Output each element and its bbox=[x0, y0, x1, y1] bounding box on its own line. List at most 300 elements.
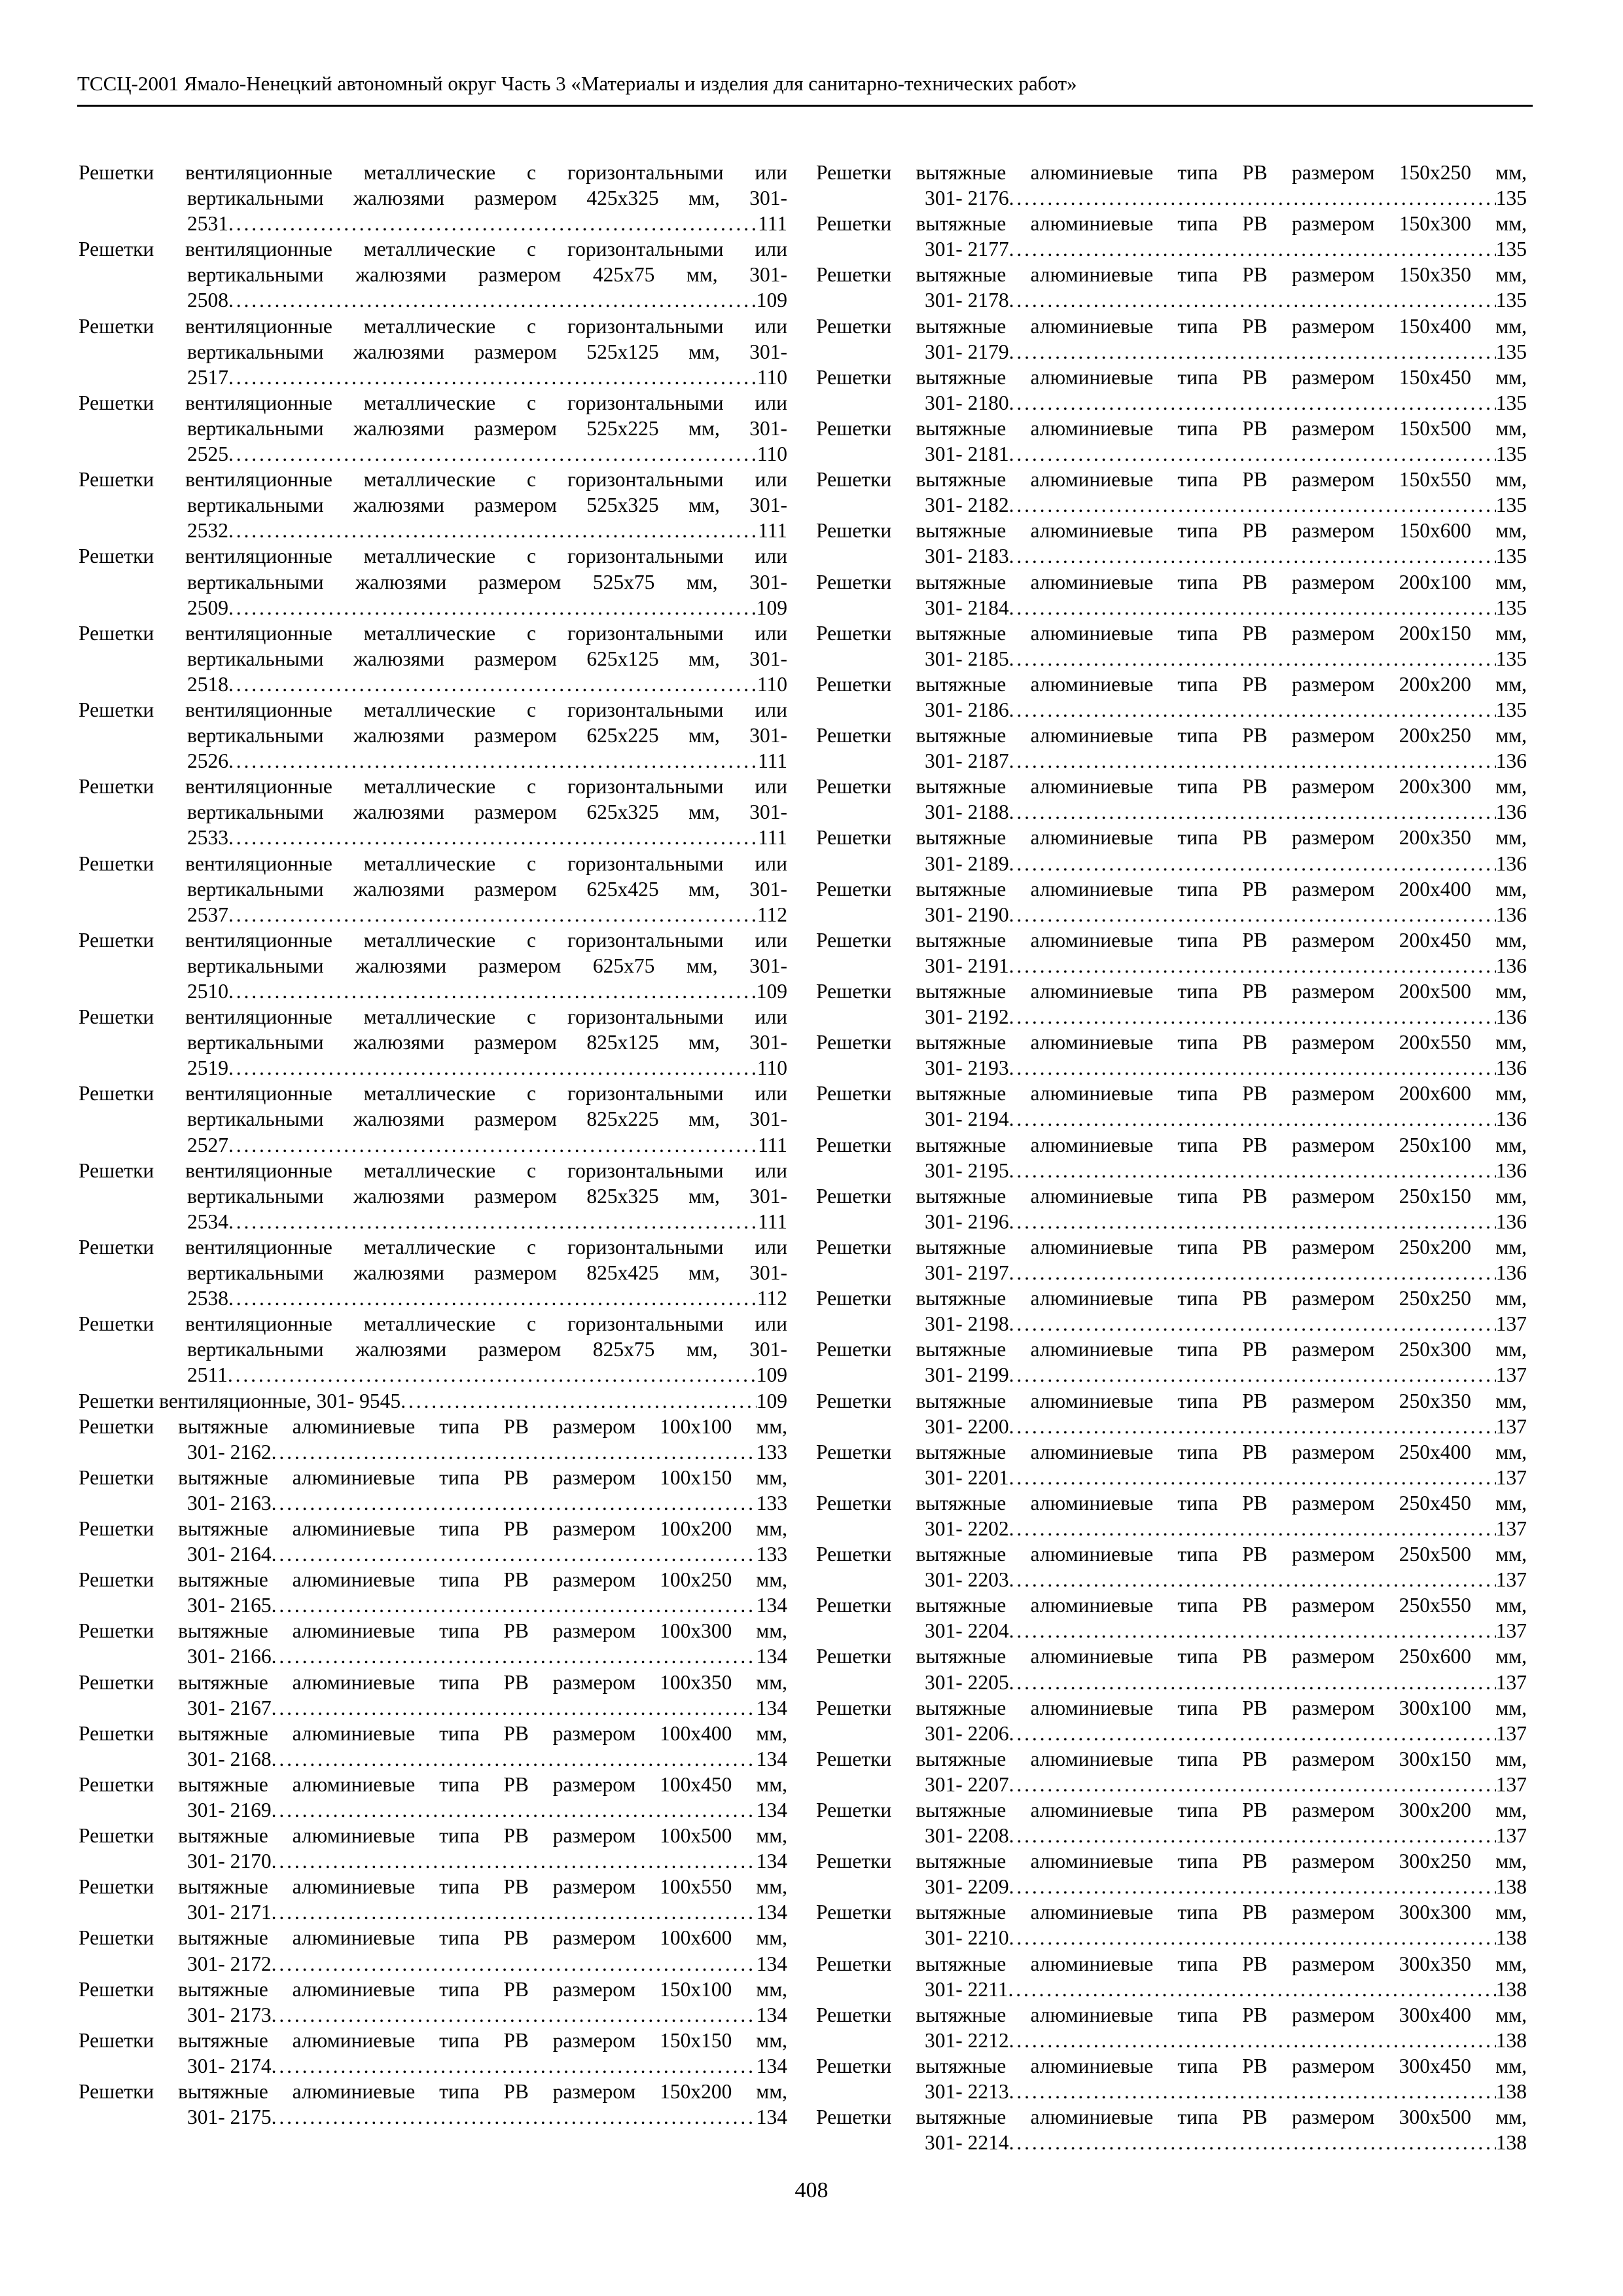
entry-page-number: 134 bbox=[756, 1645, 787, 1668]
dot-leader bbox=[272, 1797, 757, 1823]
entry-page-number: 136 bbox=[1495, 800, 1527, 824]
entry-reference-line bbox=[816, 2028, 1527, 2053]
index-entry bbox=[816, 1030, 1527, 1081]
index-entry bbox=[816, 1541, 1527, 1592]
dot-leader bbox=[1009, 1311, 1496, 1336]
dot-leader bbox=[1009, 851, 1496, 876]
entry-page-number: 137 bbox=[1495, 1363, 1527, 1387]
entry-description: Решетки вытяжные алюминиевые типа РВ размером 250х100 мм, bbox=[816, 1133, 1527, 1157]
entry-description: Решетки вытяжные алюминиевые типа РВ размером 150х350 мм, bbox=[816, 263, 1527, 287]
dot-leader bbox=[228, 978, 757, 1004]
entry-page-number: 135 bbox=[1495, 238, 1527, 261]
entry-description: Решетки вытяжные алюминиевые типа РВ размером 250х500 мм, bbox=[816, 1543, 1527, 1566]
index-entry bbox=[79, 1977, 787, 2028]
entry-page-number: 134 bbox=[756, 1696, 787, 1719]
dot-leader bbox=[1009, 1823, 1496, 1848]
entry-reference-line bbox=[816, 339, 1527, 365]
entry-page-number: 136 bbox=[1495, 1210, 1527, 1233]
entry-reference-line bbox=[79, 1592, 787, 1618]
entry-description: Решетки вытяжные алюминиевые типа РВ размером 100х450 мм, bbox=[79, 1772, 787, 1796]
index-entry bbox=[79, 1925, 787, 1976]
dot-leader bbox=[1009, 1158, 1496, 1183]
entry-description: Решетки вытяжные алюминиевые типа РВ размером 150х550 мм, bbox=[816, 468, 1527, 492]
entry-reference-line bbox=[816, 1567, 1527, 1592]
entry-page-number: 137 bbox=[1495, 1619, 1527, 1643]
entry-code: 301- 2187 bbox=[925, 749, 1009, 773]
index-entry bbox=[79, 1465, 787, 1516]
index-entry bbox=[79, 1311, 787, 1388]
entry-reference-line bbox=[816, 390, 1527, 416]
entry-reference-line bbox=[79, 825, 787, 850]
dot-leader bbox=[1009, 697, 1496, 723]
entry-description: Решетки вентиляционные металлические с горизонтальными или вертикальными жалюзями размером 425х325 мм, 301- bbox=[79, 161, 787, 210]
entry-code: 301- 2194 bbox=[925, 1107, 1009, 1131]
index-entry bbox=[816, 1848, 1527, 1899]
index-entry bbox=[816, 518, 1527, 569]
dot-leader bbox=[228, 1055, 757, 1081]
entry-page-number: 134 bbox=[756, 1747, 787, 1770]
entry-reference-line bbox=[816, 236, 1527, 262]
entry-code: 301- 2190 bbox=[925, 903, 1009, 926]
index-entry bbox=[79, 543, 787, 620]
index-entry bbox=[816, 876, 1527, 927]
dot-leader bbox=[1009, 390, 1496, 416]
index-entry bbox=[79, 1516, 787, 1567]
index-entry bbox=[816, 927, 1527, 978]
entry-page-number: 134 bbox=[756, 1952, 787, 1975]
dot-leader bbox=[1009, 2130, 1496, 2155]
entry-code: 301- 2165 bbox=[187, 1594, 272, 1617]
entry-page-number: 137 bbox=[1495, 1568, 1527, 1592]
entry-reference-line bbox=[816, 1516, 1527, 1541]
entry-page-number: 112 bbox=[757, 903, 787, 926]
dot-leader bbox=[1009, 646, 1496, 672]
entry-description: Решетки вытяжные алюминиевые типа РВ размером 150х200 мм, bbox=[79, 2080, 787, 2104]
entry-description: Решетки вытяжные алюминиевые типа РВ размером 200х600 мм, bbox=[816, 1082, 1527, 1105]
index-column-left bbox=[79, 160, 787, 2130]
entry-code: 301- 2183 bbox=[925, 545, 1009, 568]
entry-page-number: 135 bbox=[1495, 647, 1527, 670]
dot-leader bbox=[228, 1209, 758, 1234]
dot-leader bbox=[1009, 1516, 1496, 1541]
index-entry bbox=[79, 1618, 787, 1669]
entry-code: 301- 2175 bbox=[187, 2106, 272, 2129]
entry-reference-line bbox=[816, 697, 1527, 723]
entry-reference-line bbox=[816, 595, 1527, 620]
entry-code: 301- 2169 bbox=[187, 1799, 272, 1821]
entry-code: 301- 2210 bbox=[925, 1926, 1009, 1950]
index-entry bbox=[816, 1439, 1527, 1490]
entry-description: Решетки вытяжные алюминиевые типа РВ размером 150х450 мм, bbox=[816, 365, 1527, 389]
index-entry bbox=[816, 2002, 1527, 2053]
dot-leader bbox=[272, 2104, 757, 2130]
entry-code: 301- 2199 bbox=[925, 1363, 1009, 1387]
entry-code: 301- 2189 bbox=[925, 852, 1009, 875]
index-entry bbox=[79, 774, 787, 850]
entry-page-number: 134 bbox=[756, 2106, 787, 2129]
entry-reference-line bbox=[816, 1618, 1527, 1643]
entry-description: Решетки вытяжные алюминиевые типа РВ размером 100х550 мм, bbox=[79, 1875, 787, 1899]
index-entry bbox=[816, 467, 1527, 518]
entry-code: 301- 2168 bbox=[187, 1747, 272, 1770]
index-entry bbox=[79, 1670, 787, 1721]
index-entry bbox=[816, 1951, 1527, 2002]
entry-code: 301- 2211 bbox=[925, 1977, 1008, 2001]
dot-leader bbox=[228, 365, 757, 390]
entry-page-number: 135 bbox=[1495, 187, 1527, 210]
entry-reference-line bbox=[79, 518, 787, 543]
dot-leader bbox=[1009, 1055, 1496, 1081]
index-entry bbox=[79, 1081, 787, 1157]
index-entry bbox=[79, 1721, 787, 1772]
index-entry bbox=[79, 1772, 787, 1823]
entry-code: 301- 2208 bbox=[925, 1824, 1009, 1848]
entry-page-number: 135 bbox=[1495, 698, 1527, 721]
entry-code: 2526 bbox=[187, 749, 228, 773]
dot-leader bbox=[401, 1388, 757, 1414]
entry-description: Решетки вытяжные алюминиевые типа РВ размером 300х100 мм, bbox=[816, 1696, 1527, 1719]
entry-code: 301- 2206 bbox=[925, 1721, 1009, 1745]
entry-description: Решетки вентиляционные металлические с горизонтальными или вертикальными жалюзями размером 525х125 мм, 301- bbox=[79, 314, 787, 363]
entry-description: Решетки вытяжные алюминиевые типа РВ размером 200х550 мм, bbox=[816, 1031, 1527, 1054]
entry-reference-line bbox=[816, 1977, 1527, 2002]
entry-description: Решетки вентиляционные металлические с горизонтальными или вертикальными жалюзями размером 525х325 мм, 301- bbox=[79, 468, 787, 517]
entry-code: 301- 2171 bbox=[187, 1901, 272, 1924]
dot-leader bbox=[1009, 543, 1496, 569]
index-entry bbox=[79, 314, 787, 390]
entry-code: 301- 2174 bbox=[187, 2054, 272, 2077]
entry-description: Решетки вытяжные алюминиевые типа РВ размером 100х200 мм, bbox=[79, 1516, 787, 1540]
dot-leader bbox=[272, 1695, 757, 1721]
entry-description: Решетки вытяжные алюминиевые типа РВ размером 100х250 мм, bbox=[79, 1568, 787, 1592]
entry-reference-line bbox=[816, 851, 1527, 876]
dot-leader bbox=[1009, 492, 1496, 518]
index-entry bbox=[816, 1490, 1527, 1541]
entry-code: 2508 bbox=[187, 289, 228, 312]
entry-page-number: 134 bbox=[756, 1594, 787, 1617]
dot-leader bbox=[1008, 1977, 1495, 2002]
entry-description: Решетки вентиляционные металлические с горизонтальными или вертикальными жалюзями размером 825х325 мм, 301- bbox=[79, 1158, 787, 1208]
entry-description: Решетки вытяжные алюминиевые типа РВ размером 100х400 мм, bbox=[79, 1721, 787, 1745]
entry-description: Решетки вытяжные алюминиевые типа РВ размером 250х400 мм, bbox=[816, 1440, 1527, 1463]
entry-reference-line bbox=[79, 902, 787, 927]
index-entry bbox=[816, 569, 1527, 620]
index-entry bbox=[816, 723, 1527, 774]
index-entry bbox=[816, 1285, 1527, 1336]
entry-page-number: 136 bbox=[1495, 1261, 1527, 1285]
index-entry bbox=[79, 390, 787, 467]
entry-code: 2538 bbox=[187, 1287, 228, 1310]
entry-description: Решетки вытяжные алюминиевые типа РВ размером 250х300 мм, bbox=[816, 1338, 1527, 1361]
dot-leader bbox=[1009, 1874, 1496, 1899]
entry-description: Решетки вентиляционные металлические с горизонтальными или вертикальными жалюзями размером 625х425 мм, 301- bbox=[79, 852, 787, 901]
entry-page-number: 134 bbox=[756, 1799, 787, 1821]
entry-reference-line bbox=[816, 1362, 1527, 1388]
entry-reference-line bbox=[816, 748, 1527, 774]
dot-leader bbox=[1009, 2028, 1496, 2053]
entry-reference-line bbox=[816, 2130, 1527, 2155]
entry-description: Решетки вытяжные алюминиевые типа РВ размером 300х400 мм, bbox=[816, 2003, 1527, 2026]
entry-code: 301- 2167 bbox=[187, 1696, 272, 1719]
entry-page-number: 138 bbox=[1495, 2080, 1527, 2104]
entry-reference-line bbox=[79, 2104, 787, 2130]
entry-page-number: 136 bbox=[1495, 903, 1527, 926]
entry-description: Решетки вентиляционные металлические с горизонтальными или вертикальными жалюзями размером 625х125 мм, 301- bbox=[79, 621, 787, 670]
entry-reference-line bbox=[816, 2079, 1527, 2104]
index-entry bbox=[816, 314, 1527, 365]
entry-page-number: 133 bbox=[756, 1440, 787, 1463]
entry-page-number: 137 bbox=[1495, 1465, 1527, 1489]
entry-page-number: 111 bbox=[758, 1133, 787, 1157]
entry-description: Решетки вытяжные алюминиевые типа РВ размером 300х450 мм, bbox=[816, 2054, 1527, 2077]
dot-leader bbox=[272, 1746, 757, 1772]
entry-reference-line bbox=[816, 953, 1527, 978]
dot-leader bbox=[272, 2002, 757, 2028]
entry-description: Решетки вытяжные алюминиевые типа РВ размером 150х100 мм, bbox=[79, 1977, 787, 2001]
entry-description: Решетки вытяжные алюминиевые типа РВ размером 250х350 мм, bbox=[816, 1389, 1527, 1412]
index-entry bbox=[79, 2079, 787, 2130]
index-entry bbox=[816, 1592, 1527, 1643]
entry-page-number: 138 bbox=[1495, 1926, 1527, 1950]
entry-reference-line bbox=[79, 1439, 787, 1465]
dot-leader bbox=[1009, 1721, 1496, 1746]
dot-leader bbox=[1009, 748, 1496, 774]
entry-description: Решетки вытяжные алюминиевые типа РВ размером 200х500 мм, bbox=[816, 980, 1527, 1003]
dot-leader bbox=[228, 441, 757, 467]
entry-description: Решетки вытяжные алюминиевые типа РВ размером 150х600 мм, bbox=[816, 519, 1527, 543]
entry-reference-line bbox=[816, 543, 1527, 569]
entry-reference-line bbox=[79, 1899, 787, 1925]
entry-description: Решетки вентиляционные металлические с горизонтальными или вертикальными жалюзями размером 825х125 мм, 301- bbox=[79, 1005, 787, 1054]
entry-page-number: 137 bbox=[1495, 1670, 1527, 1694]
dot-leader bbox=[272, 1643, 757, 1669]
entry-page-number: 111 bbox=[758, 1210, 787, 1233]
entry-page-number: 135 bbox=[1495, 596, 1527, 619]
dot-leader bbox=[228, 595, 757, 620]
index-entry bbox=[816, 825, 1527, 876]
entry-reference-line bbox=[79, 1132, 787, 1158]
entry-reference-line bbox=[79, 1541, 787, 1567]
entry-page-number: 109 bbox=[756, 980, 787, 1003]
entry-description: Решетки вытяжные алюминиевые типа РВ размером 200х150 мм, bbox=[816, 621, 1527, 645]
index-entry bbox=[816, 262, 1527, 313]
dot-leader bbox=[1009, 1209, 1496, 1234]
index-entry bbox=[816, 978, 1527, 1030]
entry-page-number: 135 bbox=[1495, 340, 1527, 363]
entry-description: Решетки вытяжные алюминиевые типа РВ размером 300х250 мм, bbox=[816, 1850, 1527, 1873]
entry-reference-line bbox=[79, 748, 787, 774]
entry-page-number: 137 bbox=[1495, 1824, 1527, 1848]
entry-reference-line bbox=[79, 978, 787, 1004]
index-entry bbox=[816, 365, 1527, 416]
entry-page-number: 135 bbox=[1495, 545, 1527, 568]
entry-page-number: 134 bbox=[756, 2003, 787, 2026]
entry-code: 301- 2179 bbox=[925, 340, 1009, 363]
entry-reference-line bbox=[79, 2053, 787, 2079]
page-number: 408 bbox=[794, 2178, 829, 2202]
dot-leader bbox=[272, 1592, 757, 1618]
header-rule bbox=[77, 105, 1533, 107]
running-header: ТССЦ-2001 Ямало-Ненецкий автономный округ Часть 3 «Материалы и изделия для санитарно-технических работ» bbox=[77, 72, 1077, 95]
entry-page-number: 138 bbox=[1495, 2028, 1527, 2052]
index-entry bbox=[79, 1414, 787, 1465]
index-entry bbox=[79, 1158, 787, 1234]
entry-description: Решетки вытяжные алюминиевые типа РВ размером 150х400 мм, bbox=[816, 314, 1527, 338]
entry-reference-line bbox=[816, 287, 1527, 313]
dot-leader bbox=[228, 825, 758, 850]
index-entry bbox=[816, 1336, 1527, 1388]
entry-page-number: 137 bbox=[1495, 1721, 1527, 1745]
entry-page-number: 110 bbox=[757, 672, 787, 696]
entry-code: 2510 bbox=[187, 980, 228, 1003]
entry-description: Решетки вытяжные алюминиевые типа РВ размером 250х450 мм, bbox=[816, 1491, 1527, 1515]
index-entry bbox=[816, 1183, 1527, 1234]
entry-code: 301- 2186 bbox=[925, 698, 1009, 721]
dot-leader bbox=[1009, 1260, 1496, 1285]
entry-description: Решетки вытяжные алюминиевые типа РВ размером 300х300 мм, bbox=[816, 1901, 1527, 1924]
index-entry bbox=[816, 672, 1527, 723]
dot-leader bbox=[1009, 339, 1496, 365]
entry-description: Решетки вытяжные алюминиевые типа РВ размером 100х500 мм, bbox=[79, 1824, 787, 1848]
entry-page-number: 135 bbox=[1495, 391, 1527, 414]
dot-leader bbox=[228, 518, 758, 543]
entry-code: 2525 bbox=[187, 442, 228, 466]
index-entry bbox=[79, 697, 787, 774]
index-entry bbox=[79, 1388, 787, 1414]
entry-page-number: 137 bbox=[1495, 1312, 1527, 1336]
entry-code: 301- 2212 bbox=[925, 2028, 1009, 2052]
entry-code: 301- 2214 bbox=[925, 2131, 1009, 2155]
entry-description: Решетки вентиляционные металлические с горизонтальными или вертикальными жалюзями размером 625х325 мм, 301- bbox=[79, 775, 787, 824]
entry-page-number: 136 bbox=[1495, 1056, 1527, 1080]
index-entry bbox=[79, 620, 787, 697]
index-entry bbox=[816, 1899, 1527, 1950]
index-entry bbox=[816, 2104, 1527, 2155]
entry-description: Решетки вентиляционные металлические с горизонтальными или вертикальными жалюзями размером 525х75 мм, 301- bbox=[79, 545, 787, 594]
dot-leader bbox=[1009, 1772, 1496, 1797]
dot-leader bbox=[228, 287, 757, 313]
entry-page-number: 110 bbox=[757, 1056, 787, 1080]
entry-reference-line bbox=[816, 1055, 1527, 1081]
entry-page-number: 109 bbox=[756, 1363, 787, 1387]
index-entry bbox=[816, 211, 1527, 262]
dot-leader bbox=[1009, 2079, 1496, 2104]
entry-reference-line bbox=[79, 441, 787, 467]
dot-leader bbox=[1009, 1465, 1496, 1490]
entry-code: 301- 2204 bbox=[925, 1619, 1009, 1643]
entry-reference-line bbox=[816, 1209, 1527, 1234]
dot-leader bbox=[272, 1439, 757, 1465]
entry-code: 2537 bbox=[187, 903, 228, 926]
index-entry bbox=[816, 1643, 1527, 1695]
entry-reference-line bbox=[79, 1388, 787, 1414]
index-entry bbox=[79, 1234, 787, 1311]
entry-description: Решетки вытяжные алюминиевые типа РВ размером 250х250 мм, bbox=[816, 1287, 1527, 1310]
entry-description: Решетки вытяжные алюминиевые типа РВ размером 150х300 мм, bbox=[816, 212, 1527, 236]
entry-description: Решетки вытяжные алюминиевые типа РВ размером 150х250 мм, bbox=[816, 161, 1527, 184]
entry-code: 301- 2182 bbox=[925, 493, 1009, 517]
entry-code: 301- 2191 bbox=[925, 954, 1009, 977]
dot-leader bbox=[1009, 287, 1496, 313]
entry-page-number: 136 bbox=[1495, 954, 1527, 977]
entry-code: 2534 bbox=[187, 1210, 228, 1233]
entry-page-number: 111 bbox=[758, 212, 787, 236]
entry-reference-line bbox=[79, 1848, 787, 1874]
index-entry bbox=[79, 2028, 787, 2079]
entry-page-number: 134 bbox=[756, 1850, 787, 1873]
entry-reference-line bbox=[816, 1414, 1527, 1439]
entry-description: Решетки вытяжные алюминиевые типа РВ размером 100х300 мм, bbox=[79, 1619, 787, 1643]
entry-code: 301- 2202 bbox=[925, 1516, 1009, 1540]
index-entry bbox=[79, 1823, 787, 1874]
entry-reference-line bbox=[816, 1874, 1527, 1899]
entry-code: 301- 2180 bbox=[925, 391, 1009, 414]
entry-code: 301- 2163 bbox=[187, 1491, 272, 1515]
entry-reference-line bbox=[816, 1925, 1527, 1950]
entry-code: 301- 2177 bbox=[925, 238, 1009, 261]
entry-code: 301- 2205 bbox=[925, 1670, 1009, 1694]
entry-code: 301- 2164 bbox=[187, 1543, 272, 1566]
entry-code: 2532 bbox=[187, 519, 228, 543]
entry-page-number: 110 bbox=[757, 365, 787, 389]
entry-code: 301- 2173 bbox=[187, 2003, 272, 2026]
entry-page-number: 133 bbox=[756, 1543, 787, 1566]
index-entry bbox=[816, 1797, 1527, 1848]
entry-description: Решетки вытяжные алюминиевые типа РВ размером 300х150 мм, bbox=[816, 1747, 1527, 1770]
entry-reference-line bbox=[816, 492, 1527, 518]
entry-description: Решетки вытяжные алюминиевые типа РВ размером 100х350 мм, bbox=[79, 1670, 787, 1694]
entry-reference-line bbox=[79, 1797, 787, 1823]
index-entry bbox=[79, 851, 787, 927]
dot-leader bbox=[1009, 1670, 1496, 1695]
dot-leader bbox=[272, 1899, 757, 1925]
dot-leader bbox=[228, 1362, 757, 1388]
dot-leader bbox=[1009, 1618, 1496, 1643]
dot-leader bbox=[1009, 1567, 1496, 1592]
entry-description: Решетки вытяжные алюминиевые типа РВ размером 250х200 мм, bbox=[816, 1235, 1527, 1259]
entry-reference-line bbox=[79, 672, 787, 697]
index-entry bbox=[79, 236, 787, 313]
entry-code: 301- 2162 bbox=[187, 1440, 272, 1463]
entry-page-number: 109 bbox=[756, 289, 787, 312]
entry-code: 301- 2184 bbox=[925, 596, 1009, 619]
entry-code: 301- 2166 bbox=[187, 1645, 272, 1668]
dot-leader bbox=[1009, 902, 1496, 927]
entry-reference-line bbox=[79, 1285, 787, 1311]
entry-code: 301- 2200 bbox=[925, 1414, 1009, 1438]
entry-code: 301- 2181 bbox=[925, 442, 1009, 466]
index-entry bbox=[79, 467, 787, 543]
entry-description: Решетки вентиляционные металлические с горизонтальными или вертикальными жалюзями размером 425х75 мм, 301- bbox=[79, 238, 787, 287]
dot-leader bbox=[228, 748, 758, 774]
index-entry bbox=[816, 2053, 1527, 2104]
entry-description: Решетки вытяжные алюминиевые типа РВ размером 300х500 мм, bbox=[816, 2106, 1527, 2129]
dot-leader bbox=[1009, 1106, 1496, 1132]
entry-code: 2527 bbox=[187, 1133, 228, 1157]
entry-code: 2533 bbox=[187, 826, 228, 850]
entry-description: Решетки вентиляционные металлические с горизонтальными или вертикальными жалюзями размером 525х225 мм, 301- bbox=[79, 391, 787, 440]
entry-page-number: 110 bbox=[757, 442, 787, 466]
entry-code: 301- 2188 bbox=[925, 800, 1009, 824]
entry-reference-line bbox=[79, 365, 787, 390]
entry-reference-line bbox=[79, 2002, 787, 2028]
entry-description: Решетки вытяжные алюминиевые типа РВ размером 150х150 мм, bbox=[79, 2028, 787, 2052]
entry-description: Решетки вытяжные алюминиевые типа РВ размером 200х400 мм, bbox=[816, 877, 1527, 901]
dot-leader bbox=[272, 1541, 757, 1567]
entry-page-number: 136 bbox=[1495, 852, 1527, 875]
entry-description: Решетки вытяжные алюминиевые типа РВ размером 250х600 мм, bbox=[816, 1645, 1527, 1668]
entry-description: Решетки вытяжные алюминиевые типа РВ размером 100х100 мм, bbox=[79, 1414, 787, 1438]
